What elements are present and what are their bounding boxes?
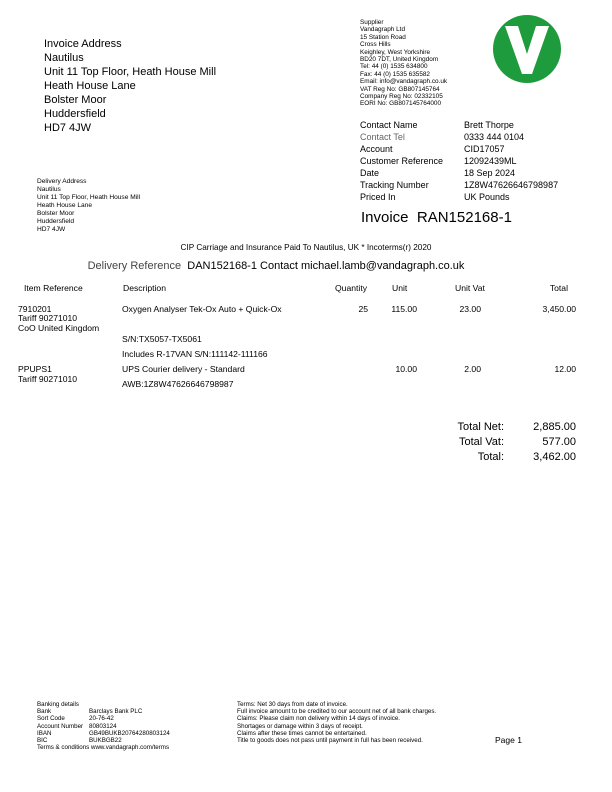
contact-row — [360, 119, 558, 131]
delivery-reference-value: DAN152168-1 Contact michael.lamb@vandagraph.co.uk — [187, 260, 465, 272]
supplier-line: VAT Reg No: GB807145764 — [360, 85, 440, 93]
contact-row — [360, 155, 558, 167]
header-item-reference: Item Reference — [24, 283, 83, 293]
total-vat-value: 577.00 — [542, 436, 576, 448]
item-includes: Includes R-17VAN S/N:111142-111166 — [122, 349, 268, 359]
supplier-line: Email: info@vandagraph.co.uk — [360, 78, 448, 86]
supplier-line: Fax: 44 (0) 1535 635582 — [360, 70, 430, 78]
header-unit: Unit — [392, 283, 408, 293]
item-reference: PPUPS1 — [18, 364, 52, 374]
total-vat-label: Total Vat: — [458, 436, 504, 448]
bank-key: IBAN — [37, 729, 52, 737]
footer-note: Claims: Please claim non delivery within 14 days of invoice. — [237, 715, 401, 723]
terms-and-conditions-link[interactable]: Terms & conditions www.vandagraph.com/terms — [37, 744, 170, 752]
bank-row — [37, 715, 170, 722]
item-quantity: 25 — [358, 304, 368, 314]
contact-label: Date — [360, 168, 380, 178]
invoice-address-line: Unit 11 Top Floor, Heath House Mill — [44, 66, 217, 78]
contact-value: 18 Sep 2024 — [464, 168, 516, 178]
contact-details — [360, 119, 558, 203]
page-number: Page 1 — [495, 735, 522, 745]
supplier-line: Tel: 44 (0) 1535 634800 — [360, 63, 428, 71]
delivery-address-line: HD7 4JW — [37, 226, 66, 233]
footer-note: Full invoice amount to be credited to our account net of all bank charges. — [237, 708, 437, 716]
delivery-reference — [0, 260, 552, 272]
item-unit-vat: 2.00 — [464, 364, 481, 374]
supplier-heading: Supplier — [360, 19, 384, 26]
bank-key: BIC — [37, 737, 48, 745]
invoice-address-line: HD7 4JW — [44, 122, 92, 134]
bank-value: BUKBGB22 — [89, 737, 122, 745]
footer-note: Claims after these times cannot be entertained. — [237, 729, 367, 737]
delivery-address-heading: Delivery Address — [37, 178, 87, 185]
contact-row — [360, 167, 558, 179]
footer-note: Title to goods does not pass until payment in full has been received. — [237, 737, 423, 745]
total-label: Total: — [477, 451, 504, 463]
contact-row — [360, 131, 558, 143]
item-unit-vat: 23.00 — [459, 304, 481, 314]
contact-row — [360, 191, 558, 203]
banking-heading: Banking details — [37, 701, 79, 708]
item-unit: 10.00 — [395, 364, 417, 374]
item-total: 3,450.00 — [542, 304, 576, 314]
contact-value: Brett Thorpe — [464, 120, 514, 130]
item-total: 12.00 — [554, 364, 576, 374]
item-unit: 115.00 — [391, 304, 417, 314]
contact-row — [360, 179, 558, 191]
supplier-line: 15 Station Road — [360, 33, 406, 41]
header-description: Description — [123, 283, 166, 293]
delivery-address — [37, 178, 140, 234]
bank-row — [37, 737, 170, 744]
item-awb: AWB:1Z8W47626646798987 — [122, 379, 234, 389]
contact-label: Priced In — [360, 192, 396, 202]
invoice-address-line: Nautilus — [44, 52, 84, 64]
total-value: 3,462.00 — [533, 451, 576, 463]
bank-key: Bank — [37, 708, 52, 716]
invoice-address-heading: Invoice Address — [44, 38, 122, 50]
item-serial-numbers: S/N:TX5057-TX5061 — [122, 334, 202, 344]
contact-row — [360, 143, 558, 155]
bank-row — [37, 723, 170, 730]
delivery-address-line: Huddersfield — [37, 218, 75, 225]
vandagraph-logo-icon — [492, 14, 562, 84]
bank-value: 20-76-42 — [89, 715, 114, 723]
contact-value: 12092439ML — [464, 156, 517, 166]
contact-value: 0333 444 0104 — [464, 132, 525, 142]
invoice-address-line: Heath House Lane — [44, 80, 136, 92]
contact-label: Contact Tel — [360, 132, 405, 142]
footer-note: Shortages or damage within 3 days of receipt. — [237, 722, 363, 730]
contact-value: CID17057 — [464, 144, 505, 154]
supplier-line: BD20 7DT, United Kingdom — [360, 56, 439, 64]
contact-value: 1Z8W47626646798987 — [464, 180, 559, 190]
incoterms-line: CIP Carriage and Insurance Paid To Nautilus, UK * Incoterms(r) 2020 — [180, 243, 432, 252]
bank-value: 80803124 — [89, 722, 117, 730]
bank-row — [37, 730, 170, 737]
footer-banking — [37, 701, 170, 751]
footer-note: Terms: Net 30 days from date of invoice. — [237, 701, 348, 708]
item-description: UPS Courier delivery - Standard — [122, 364, 245, 374]
invoice-address-line: Huddersfield — [44, 108, 106, 120]
supplier-line: EORI No: GB807145764000 — [360, 100, 442, 108]
invoice-label: Invoice — [361, 209, 409, 226]
contact-value: UK Pounds — [464, 192, 510, 202]
bank-value: GB49BUKB20764280803124 — [89, 729, 170, 737]
item-tariff: Tariff 90271010 — [18, 374, 78, 384]
contact-label: Contact Name — [360, 120, 418, 130]
bank-key: Account Number — [37, 722, 84, 730]
supplier-block — [360, 19, 447, 108]
invoice-address — [44, 37, 216, 135]
delivery-address-line: Bolster Moor — [37, 210, 75, 217]
contact-label: Tracking Number — [360, 180, 429, 190]
supplier-line: Keighley, West Yorkshire — [360, 48, 431, 56]
item-reference: 7910201 — [18, 304, 52, 314]
supplier-line: Vandagraph Ltd — [360, 26, 406, 34]
contact-label: Account — [360, 144, 393, 154]
delivery-address-line: Unit 11 Top Floor, Heath House Mill — [37, 194, 141, 201]
footer-notes — [237, 701, 436, 744]
invoice-title — [361, 209, 512, 226]
delivery-address-line: Nautilus — [37, 186, 61, 193]
bank-key: Sort Code — [37, 715, 65, 723]
item-tariff: Tariff 90271010 — [18, 313, 78, 323]
delivery-reference-label: Delivery Reference — [87, 260, 182, 272]
supplier-line: Cross Hills — [360, 41, 391, 49]
header-total: Total — [549, 283, 568, 293]
item-origin: CoO United Kingdom — [18, 323, 100, 333]
invoice-number: RAN152168-1 — [416, 209, 512, 226]
header-unit-vat: Unit Vat — [455, 283, 485, 293]
total-net-value: 2,885.00 — [533, 421, 576, 433]
total-net-label: Total Net: — [457, 421, 504, 433]
contact-label: Customer Reference — [360, 156, 444, 166]
supplier-line: Company Reg No: 02332105 — [360, 93, 443, 101]
invoice-address-line: Bolster Moor — [44, 94, 107, 106]
delivery-address-line: Heath House Lane — [37, 202, 92, 209]
bank-row — [37, 708, 170, 715]
item-description: Oxygen Analyser Tek-Ox Auto + Quick-Ox — [122, 304, 282, 314]
bank-value: Barclays Bank PLC — [89, 708, 143, 716]
header-quantity: Quantity — [335, 283, 368, 293]
